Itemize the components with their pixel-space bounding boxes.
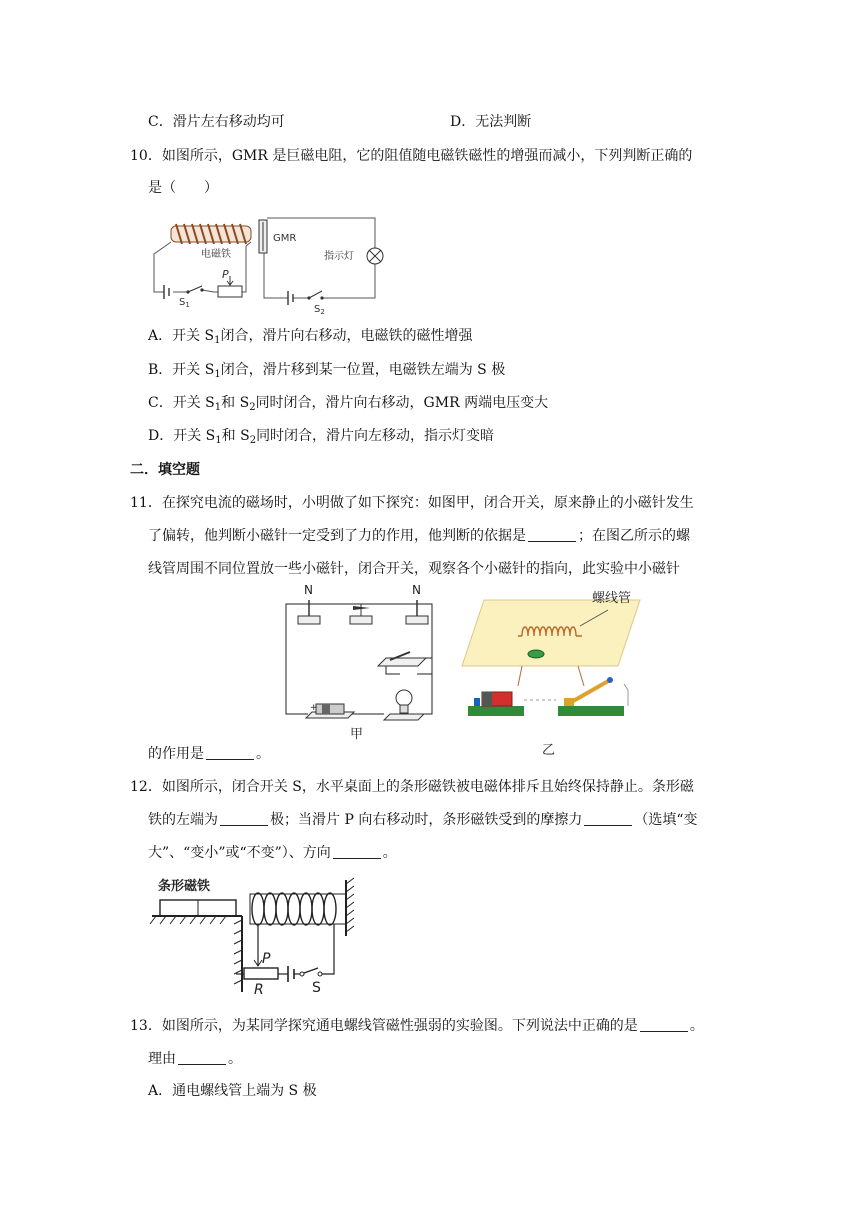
yi-switch-base — [558, 706, 624, 716]
q13-line2: 理由 。 — [148, 1051, 242, 1067]
section-heading: 二．填空题 — [130, 462, 200, 478]
left-battery — [164, 285, 169, 299]
yi-lead-left — [518, 666, 522, 686]
q10-circuit-figure — [146, 206, 386, 316]
q10-option-b: B．开关 $S_1$闭合，滑片移到某一位置，电磁铁左端为 S 极 — [148, 362, 506, 380]
right-circuit-wires — [264, 218, 375, 298]
yi-switch-hinge — [564, 698, 574, 706]
q13-line1: 13．如图所示，为某同学探究通电螺线管磁性强弱的实验图。下列说法中正确的是 。 — [130, 1018, 704, 1034]
q10-stem-line2: 是（ ） — [148, 180, 218, 196]
q10-option-c: C．开关 $S_1$和 $S_2$同时闭合，滑片向右移动，GMR 两端电压变大 — [148, 395, 549, 413]
s1-label: $S_1$ — [179, 297, 190, 309]
q11-figure-yi — [460, 591, 640, 758]
yi-switch-lever — [568, 680, 610, 704]
solenoid-label: 螺线管 — [592, 591, 632, 606]
caption-yi: 乙 — [542, 743, 556, 758]
q12-figure — [150, 874, 370, 998]
yi-battery-cap — [482, 692, 492, 706]
q11-blank-1[interactable] — [528, 527, 576, 542]
gmr-label: GMR — [273, 233, 297, 244]
yi-switch-wire — [624, 684, 628, 706]
magnet-label: 条形磁铁 — [158, 879, 211, 894]
wall-hatch — [346, 878, 354, 932]
q11-line3: 线管周围不同位置放一些小磁针，闭合开关，观察各个小磁针的指向，此实验中小磁针 — [148, 561, 680, 577]
q12-line1: 12．如图所示，闭合开关 S，水平桌面上的条形磁铁被电磁体排斥且始终保持静止。条形磁 — [130, 779, 694, 795]
compass-middle — [350, 604, 372, 624]
s2-switch — [307, 291, 323, 300]
caption-jia: 甲 — [350, 727, 364, 742]
q13-blank-1[interactable] — [640, 1017, 688, 1032]
yi-board — [462, 600, 640, 666]
q10-option-a: A．开关 $S_1$闭合，滑片向右移动，电磁铁的磁性增强 — [148, 328, 473, 346]
q10-stem-line1: 10．如图所示，GMR 是巨磁电阻，它的阻值随电磁铁磁性的增强而减小，下列判断正确的 — [130, 148, 693, 164]
q11-line1: 11．在探究电流的磁场时，小明做了如下探究：如图甲，闭合开关，原来静止的小磁针发生 — [130, 495, 694, 511]
q12-p-label: P — [262, 951, 271, 967]
compass-left-n: N — [304, 583, 313, 597]
svg-text:+: + — [310, 703, 318, 713]
q12-line2: 铁的左端为 极；当滑片 P 向右移动时，条形磁铁受到的摩擦力 （选填“变 — [148, 812, 698, 828]
s1-switch — [186, 286, 203, 294]
q12-r-label: R — [254, 982, 264, 998]
q12-blank-1[interactable] — [220, 811, 268, 826]
q13-blank-2[interactable] — [178, 1050, 226, 1065]
q9-option-c: C．滑片左右移动均可 — [148, 114, 285, 130]
yi-switch-knob — [607, 677, 613, 683]
q12-wires — [236, 924, 334, 974]
p-label: P — [222, 268, 229, 281]
compass-right-n: N — [412, 583, 421, 597]
s2-label: $S_2$ — [314, 304, 325, 316]
q11-blank-2[interactable] — [206, 745, 254, 760]
right-battery — [288, 291, 293, 305]
q12-blank-3[interactable] — [333, 844, 381, 859]
lamp-label: 指示灯 — [324, 251, 354, 262]
q12-switch — [300, 968, 322, 976]
electromagnet-label: 电磁铁 — [201, 249, 231, 260]
yi-lead-right — [578, 666, 584, 686]
q11-line4: 的作用是 。 — [148, 746, 270, 762]
yi-battery-terminal — [474, 698, 480, 706]
q12-rheostat — [244, 968, 278, 979]
yi-battery-base — [468, 706, 524, 716]
yi-compass — [528, 650, 544, 658]
q9-option-d: D．无法判断 — [450, 114, 532, 130]
q10-option-d: D．开关 $S_1$和 $S_2$同时闭合，滑片向左移动，指示灯变暗 — [148, 428, 495, 446]
table-hatch — [150, 916, 226, 924]
q11-figure-jia — [282, 578, 442, 742]
q12-battery — [288, 966, 294, 982]
indicator-lamp — [367, 248, 383, 264]
q12-blank-2[interactable] — [584, 811, 632, 826]
q13-option-a: A．通电螺线管上端为 S 极 — [148, 1083, 317, 1099]
rheostat — [218, 286, 242, 297]
q12-s-label: S — [312, 980, 321, 996]
q11-line2: 了偏转，他判断小磁针一定受到了力的作用，他判断的依据是 ；在图乙所示的螺 — [148, 528, 690, 544]
q12-line3: 大”、“变小”或“不变”）、方向 。 — [148, 845, 397, 861]
knife-switch — [378, 652, 426, 666]
